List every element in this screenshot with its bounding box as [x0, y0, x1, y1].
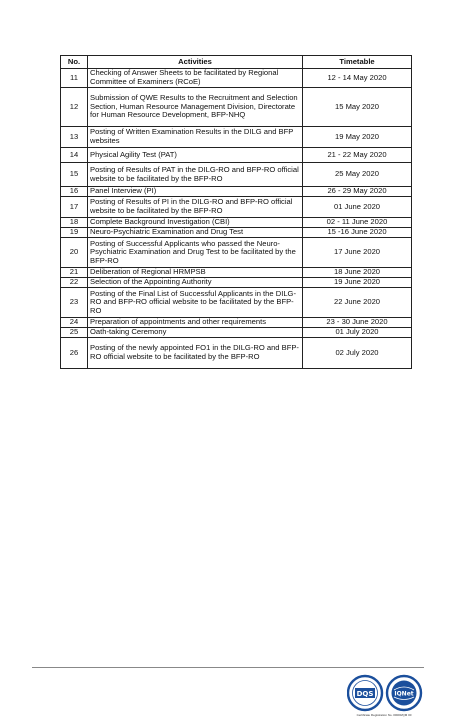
table-row	[61, 69, 412, 88]
row-timetable: 12 - 14 May 2020	[303, 69, 412, 88]
row-activity: Posting of Results of PAT in the DILG-RO and BFP-RO official website to be facilitated by the BFP-RO	[88, 163, 303, 187]
row-number: 20	[61, 238, 88, 268]
table-row	[61, 328, 412, 338]
row-activity: Preparation of appointments and other requirements	[88, 318, 303, 328]
table-row	[61, 197, 412, 218]
table-row	[61, 228, 412, 238]
table-row	[61, 148, 412, 163]
row-timetable: 01 July 2020	[303, 328, 412, 338]
table-row	[61, 163, 412, 187]
row-timetable: 26 - 29 May 2020	[303, 187, 412, 197]
row-number: 11	[61, 69, 88, 88]
row-timetable: 15 May 2020	[303, 88, 412, 127]
table-row	[61, 127, 412, 148]
certificate-registration: Certificate Registration No. 00000/QM 00	[356, 713, 412, 717]
header-activities: Activities	[88, 56, 303, 69]
row-timetable: 02 - 11 June 2020	[303, 218, 412, 228]
row-activity: Posting of Successful Applicants who passed the Neuro-Psychiatric Examination and Drug Test to be facilitated by the BFP-RO	[88, 238, 303, 268]
row-timetable: 22 June 2020	[303, 288, 412, 318]
row-activity: Neuro-Psychiatric Examination and Drug Test	[88, 228, 303, 238]
table-row	[61, 238, 412, 268]
row-activity: Posting of the Final List of Successful Applicants in the DILG-RO and BFP-RO official website to be facilitated by the BFP-RO	[88, 288, 303, 318]
row-timetable: 23 - 30 June 2020	[303, 318, 412, 328]
row-number: 23	[61, 288, 88, 318]
table-row	[61, 318, 412, 328]
footer-divider	[32, 667, 424, 668]
row-number: 26	[61, 338, 88, 369]
certification-logos	[347, 672, 423, 714]
row-timetable: 25 May 2020	[303, 163, 412, 187]
table-row	[61, 338, 412, 369]
row-timetable: 02 July 2020	[303, 338, 412, 369]
row-number: 21	[61, 268, 88, 278]
row-activity: Physical Agility Test (PAT)	[88, 148, 303, 163]
row-activity: Checking of Answer Sheets to be facilitated by Regional Committee of Examiners (RCoE)	[88, 69, 303, 88]
row-timetable: 01 June 2020	[303, 197, 412, 218]
row-number: 18	[61, 218, 88, 228]
table-row	[61, 288, 412, 318]
iqnet-logo-icon	[387, 676, 421, 710]
row-activity: Oath-taking Ceremony	[88, 328, 303, 338]
row-activity: Deliberation of Regional HRMPSB	[88, 268, 303, 278]
row-activity: Complete Background Investigation (CBI)	[88, 218, 303, 228]
header-timetable: Timetable	[303, 56, 412, 69]
table-row	[61, 187, 412, 197]
table-row	[61, 278, 412, 288]
table-header-row	[61, 56, 412, 69]
row-timetable: 19 May 2020	[303, 127, 412, 148]
row-number: 17	[61, 197, 88, 218]
row-number: 14	[61, 148, 88, 163]
row-number: 25	[61, 328, 88, 338]
row-activity: Posting of Written Examination Results in the DILG and BFP websites	[88, 127, 303, 148]
row-number: 13	[61, 127, 88, 148]
header-no: No.	[61, 56, 88, 69]
row-activity: Selection of the Appointing Authority	[88, 278, 303, 288]
row-activity: Posting of Results of PI in the DILG-RO and BFP-RO official website to be facilitated by the BFP-RO	[88, 197, 303, 218]
row-number: 12	[61, 88, 88, 127]
row-timetable: 19 June 2020	[303, 278, 412, 288]
table-row	[61, 268, 412, 278]
row-timetable: 18 June 2020	[303, 268, 412, 278]
table-row	[61, 218, 412, 228]
row-timetable: 21 - 22 May 2020	[303, 148, 412, 163]
schedule-table	[60, 55, 412, 369]
iqnet-logo-text: IQNet	[394, 690, 414, 698]
row-number: 15	[61, 163, 88, 187]
row-number: 22	[61, 278, 88, 288]
row-activity: Posting of the newly appointed FO1 in the DILG-RO and BFP-RO official website to be facilitated by the BFP-RO	[88, 338, 303, 369]
dqs-logo-text: DQS	[356, 690, 374, 698]
row-timetable: 15 -16 June 2020	[303, 228, 412, 238]
row-number: 16	[61, 187, 88, 197]
row-activity: Submission of QWE Results to the Recruitment and Selection Section, Human Resource Management Division, Directorate for Human Resource Development, BFP-NHQ	[88, 88, 303, 127]
row-number: 19	[61, 228, 88, 238]
row-number: 24	[61, 318, 88, 328]
row-activity: Panel Interview (PI)	[88, 187, 303, 197]
table-row	[61, 88, 412, 127]
row-timetable: 17 June 2020	[303, 238, 412, 268]
dqs-logo-icon	[348, 676, 382, 710]
